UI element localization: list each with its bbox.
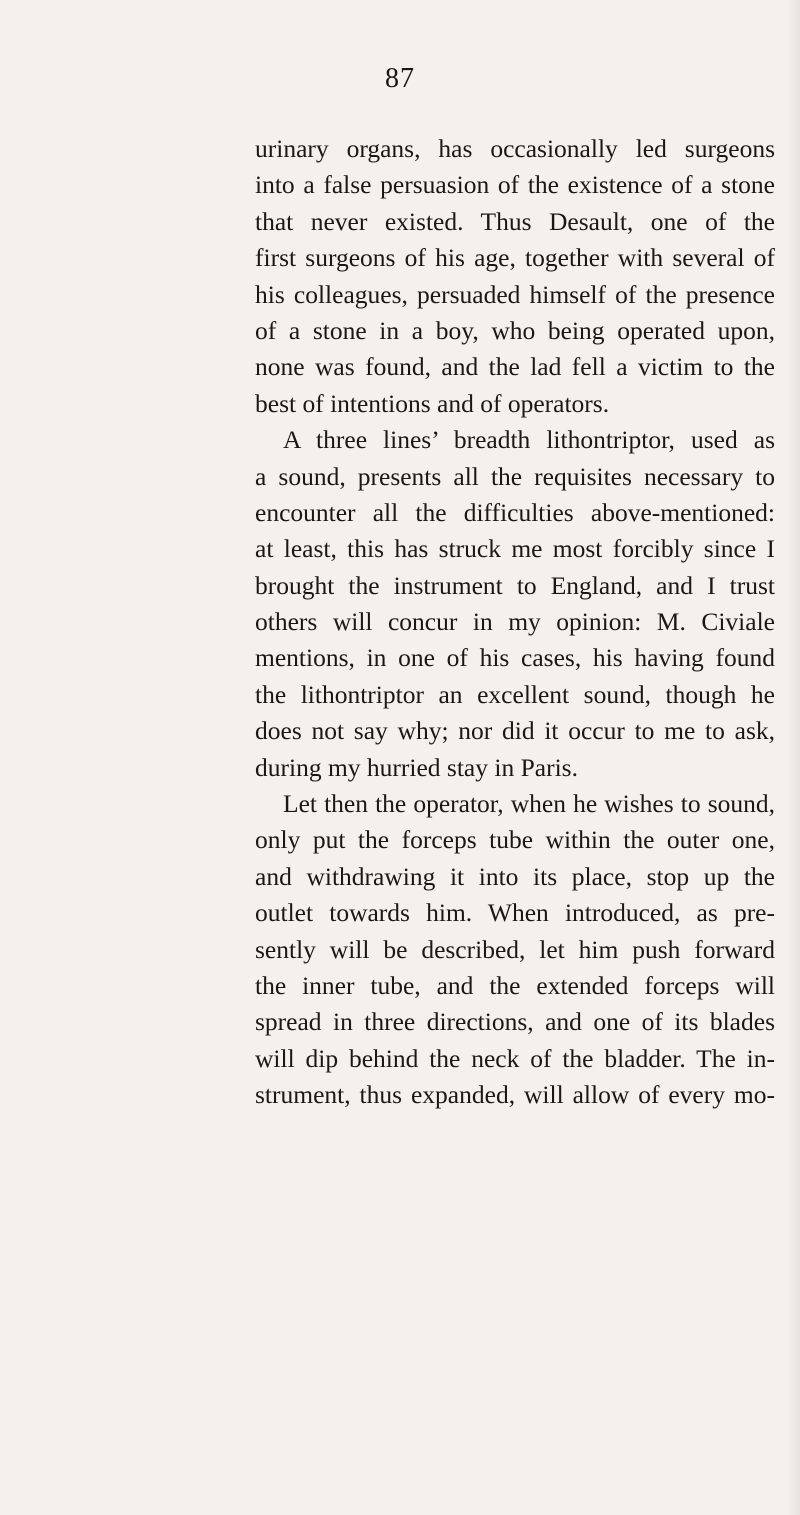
- text-line: does not say why; nor did it occur to me to ask,: [255, 716, 775, 746]
- text-line: during my hurried stay in Paris.: [255, 752, 578, 782]
- text-line: of a stone in a boy, who being operated upon,: [255, 315, 775, 345]
- text-line: spread in three directions, and one of its blades: [255, 1007, 775, 1037]
- text-line: his colleagues, persuaded himself of the presence: [255, 279, 775, 309]
- text-line: at least, this has struck me most forcibly since I: [255, 534, 775, 564]
- text-line: none was found, and the lad fell a victim to the: [255, 352, 775, 382]
- body-text: [255, 131, 775, 1114]
- text-line: first surgeons of his age, together with several of: [255, 243, 775, 273]
- text-line: mentions, in one of his cases, his having found: [255, 643, 775, 673]
- text-line: strument, thus expanded, will allow of every mo-: [255, 1080, 775, 1110]
- text-line: Let then the operator, when he wishes to sound,: [283, 789, 775, 819]
- text-line: and withdrawing it into its place, stop up the: [255, 861, 775, 891]
- text-line: encounter all the difficulties above-mentioned:: [255, 497, 775, 527]
- text-line: urinary organs, has occasionally led surgeons: [255, 134, 775, 163]
- text-line: A three lines’ breadth lithontriptor, used as: [283, 425, 775, 455]
- text-line: only put the forceps tube within the outer one,: [255, 825, 775, 855]
- text-line: the inner tube, and the extended forceps will: [255, 970, 775, 1000]
- text-line: will dip behind the neck of the bladder. The in-: [255, 1043, 775, 1073]
- page-number: 87: [385, 63, 415, 94]
- text-line: into a false persuasion of the existence of a stone: [255, 170, 775, 200]
- text-line: outlet towards him. When introduced, as pre-: [255, 898, 775, 928]
- text-line: a sound, presents all the requisites necessary to: [255, 461, 775, 491]
- text-line: that never existed. Thus Desault, one of the: [255, 206, 775, 236]
- text-line: best of intentions and of operators.: [255, 388, 610, 418]
- text-line: the lithontriptor an excellent sound, though he: [255, 679, 775, 709]
- page-edge-shadow: [786, 0, 800, 1515]
- text-line: others will concur in my opinion: M. Civiale: [255, 607, 775, 637]
- text-line: sently will be described, let him push forward: [255, 934, 775, 964]
- text-line: brought the instrument to England, and I trust: [255, 570, 775, 600]
